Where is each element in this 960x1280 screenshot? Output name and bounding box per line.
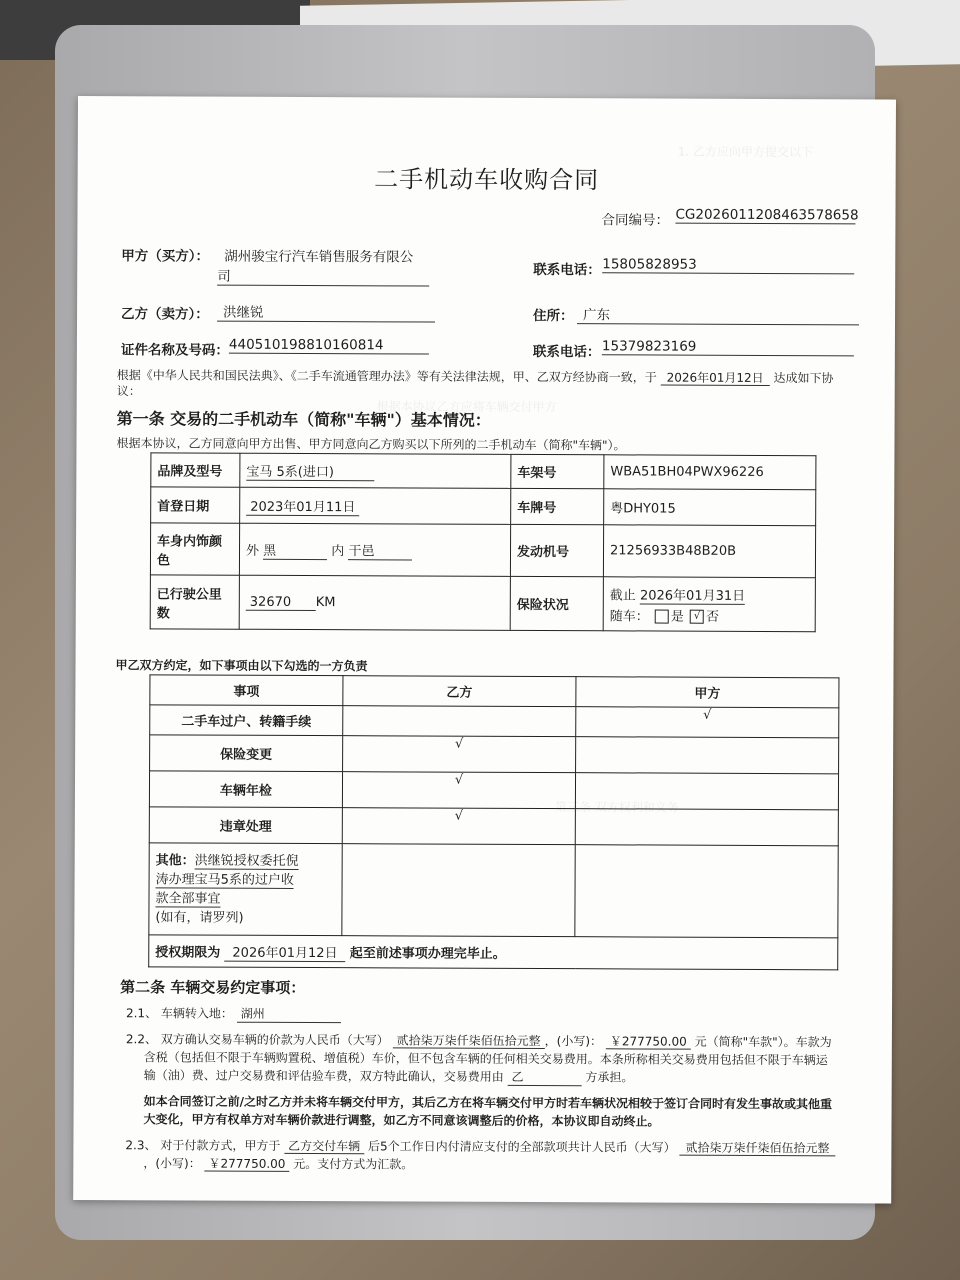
color-label-line2: 色 (156, 552, 171, 568)
intro-text-line1 (117, 366, 834, 386)
clause-2-2-line3-a: 输（油）费、过户交易费和评估验车费，双方特此确认，交易费用由 (143, 1068, 504, 1084)
table-row (150, 735, 839, 774)
plate-value: 粤DHY015 (604, 489, 816, 526)
clause-2-2-line2: 含税（包括但不限于车辆购置税、增值税）车价，但不包含车辆的任何相关交易费用。本条所称相关交易费用包括但不限于车辆运 (143, 1050, 828, 1068)
yes-checkbox[interactable] (655, 610, 669, 624)
insurance-label: 保险状况 (510, 576, 603, 630)
vehicle-info-table (150, 452, 817, 632)
ext-color-prefix: 外 (245, 543, 260, 559)
duty-a-mark (575, 809, 838, 846)
payment-trigger: 乙方交付车辆 (284, 1139, 364, 1154)
duty-item: 二手车过户、转籍手续 (150, 705, 343, 736)
clause-2-3-text-c: ，(小写)： (143, 1156, 201, 1171)
insurance-cell (603, 577, 815, 632)
duties-col-b: 乙方 (343, 676, 576, 707)
clause-2-2-text-a: 双方确认交易车辆的价款为人民币（大写） (160, 1032, 389, 1048)
authorization-label: 授权期限为 (155, 945, 221, 961)
show-through-text: 第三条 双方权利和义务 (554, 800, 679, 815)
party-a-name-line2: 司 (217, 265, 429, 287)
duties-col-item: 事项 (150, 675, 343, 706)
mileage-label-line2: 数 (156, 605, 170, 621)
insurance-until-date: 2026年01月31日 (639, 587, 746, 604)
party-b-address-label: 住所： (533, 307, 574, 325)
payment-lower: ￥277750.00 (205, 1157, 290, 1172)
show-through-text: 根据本协议乙方应将车辆交付甲方 (376, 399, 557, 415)
duty-other-line3: 款全部事宜 (155, 890, 221, 907)
table-row (150, 705, 839, 738)
duties-intro: 甲乙双方约定，如下事项由以下勾选的一方负责 (115, 658, 368, 674)
table-row (149, 807, 838, 846)
duty-a-mark (576, 737, 839, 774)
mileage-label-line1: 已行驶公里 (156, 586, 222, 603)
brand-value: 宝马 5系(进口) (246, 465, 374, 482)
duty-other-b-cell (342, 844, 575, 937)
table-row (149, 771, 838, 810)
duty-item: 保险变更 (150, 735, 343, 772)
mileage-unit: KM (315, 594, 336, 610)
party-a-phone: 15805828953 (602, 256, 854, 274)
party-a-phone-label: 联系电话： (533, 261, 601, 279)
duty-b-mark: √ (342, 808, 575, 845)
yes-label: 是 (670, 609, 684, 625)
show-through-text: 1. 乙方应向甲方提交以下 (677, 144, 814, 160)
int-color-prefix: 内 (331, 543, 345, 559)
plate-label: 车牌号 (511, 488, 604, 524)
engine-label: 发动机号 (510, 524, 603, 576)
duty-item: 车辆年检 (149, 771, 342, 808)
contract-paper (73, 96, 896, 1204)
duties-col-a: 甲方 (576, 677, 839, 708)
clause-2-3-number: 2.3、 (125, 1138, 157, 1153)
article-2-title: 第二条 车辆交易约定事项： (120, 978, 306, 998)
party-b-name: 洪继锐 (217, 301, 435, 323)
reg-date-value: 2023年01月11日 (246, 500, 359, 516)
party-b-phone-label: 联系电话： (532, 343, 601, 361)
price-upper: 贰拾柒万柒仟柒佰伍拾元整 (393, 1033, 545, 1049)
authorization-cell (149, 935, 838, 970)
duty-a-mark: √ (576, 707, 839, 738)
duty-b-mark: √ (343, 736, 576, 773)
duty-other-label: 其他： (155, 852, 195, 869)
intro-text-line2: 议： (116, 384, 141, 399)
payment-upper: 贰拾柒万柒仟柒佰伍拾元整 (679, 1141, 835, 1157)
id-label: 证件名称及号码： (120, 342, 229, 359)
clause-2-2-line1 (126, 1030, 832, 1050)
id-number: 440510198810160814 (229, 337, 429, 355)
article-1-desc: 根据本协议，乙方同意向甲方出售、甲方同意向乙方购买以下所列的二手机动车（简称"车辆"）。 (116, 436, 626, 453)
clause-2-1-number: 2.1、 (125, 1006, 158, 1021)
brand-cell (240, 453, 511, 488)
intro-text-a: 根据《中华人民共和国民法典》、《二手车流通管理办法》等有关法律法规，甲、乙双方经协商一致，于 (116, 368, 657, 385)
reg-date-label: 首登日期 (151, 487, 240, 523)
clause-2-1-label: 车辆转入地： (160, 1006, 233, 1021)
adjustment-clause-line1: 如本合同签订之前/之时乙方并未将车辆交付甲方，其后乙方在将车辆交付甲方时若车辆状况相较于签订合同时有发生事故或其他重 (143, 1094, 833, 1112)
duty-b-mark (343, 706, 576, 737)
brand-label: 品牌及型号 (151, 453, 240, 487)
with-car-label: 随车： (609, 608, 649, 624)
authorization-date: 2026年01月12日 (224, 946, 345, 963)
clause-2-2-line3-b: 方承担。 (585, 1070, 634, 1085)
clause-2-3-text-d: 元。支付方式为汇款。 (293, 1156, 414, 1172)
fee-payer: 乙 (508, 1068, 582, 1086)
clause-2-3-line2 (143, 1154, 413, 1172)
party-a-name-line1: 湖州骏宝行汽车销售服务有限公 (224, 248, 414, 266)
duty-b-mark: √ (342, 772, 575, 809)
authorization-tail: 起至前述事项办理完毕止。 (349, 946, 506, 962)
intro-text-b: 达成如下协 (773, 371, 834, 386)
duty-other-hint: (如有，请罗列) (155, 909, 244, 926)
no-checkbox[interactable]: √ (690, 610, 704, 624)
color-cell (239, 523, 510, 576)
ext-color-value: 黑 (263, 539, 327, 559)
engine-value: 21256933B48B20B (603, 525, 815, 578)
clause-2-1-value: 湖州 (237, 1005, 341, 1023)
party-a-label: 甲方（买方）： (121, 248, 210, 265)
contract-title: 二手机动车收购合同 (374, 165, 600, 195)
adjustment-clause-line2: 大变化，甲方有权单方对车辆价款进行调整，如乙方不同意该调整后的价格，本协议即自动终止。 (143, 1112, 660, 1129)
duty-item: 违章处理 (149, 807, 342, 844)
clause-2-3-text-b: 后5个工作日内付清应支付的全部款项共计人民币（大写） (367, 1139, 676, 1155)
int-color-value: 干邑 (348, 540, 412, 560)
article-1-title: 第一条 交易的二手机动车（简称"车辆"）基本情况： (116, 409, 491, 430)
no-label: 否 (706, 609, 720, 625)
mileage-label (150, 575, 239, 629)
duties-table (148, 674, 839, 970)
price-lower: ￥277750.00 (606, 1034, 691, 1049)
party-b-address: 广东 (577, 303, 859, 325)
intro-date: 2026年01月12日 (661, 371, 770, 386)
mileage-value: 32670 (246, 594, 316, 610)
vin-value: WBA51BH04PWX96226 (604, 455, 816, 490)
duty-other-a-cell (575, 845, 838, 938)
contract-number-value: CG2026011208463578658 (675, 206, 859, 224)
color-label (150, 523, 239, 575)
clause-2-2-line3 (144, 1066, 634, 1086)
clause-2-2-text-c: 元（简称"车款"）。车款为 (694, 1034, 832, 1050)
contract-number-label: 合同编号： (601, 212, 669, 229)
clause-2-3-line1 (125, 1136, 835, 1156)
party-b-label: 乙方（卖方）： (121, 306, 209, 323)
duty-a-mark (575, 773, 838, 810)
insurance-until-prefix: 截止 (609, 587, 636, 603)
reg-date-cell (240, 487, 511, 524)
party-b-phone: 15379823169 (602, 338, 854, 356)
vin-label: 车架号 (511, 454, 604, 488)
clause-2-3-text-a: 对于付款方式，甲方于 (160, 1138, 281, 1153)
duty-other-line1: 洪继锐授权委托倪 (194, 853, 299, 869)
clause-2-2-number: 2.2、 (125, 1032, 158, 1047)
duty-other-line2: 涛办理宝马5系的过户收 (155, 871, 294, 888)
clause-2-2-text-b: ，(小写)： (544, 1034, 603, 1049)
color-label-line1: 车身内饰颜 (157, 533, 223, 550)
duty-other-cell (149, 843, 342, 936)
mileage-cell (239, 575, 510, 630)
clause-2-1 (126, 1004, 341, 1023)
